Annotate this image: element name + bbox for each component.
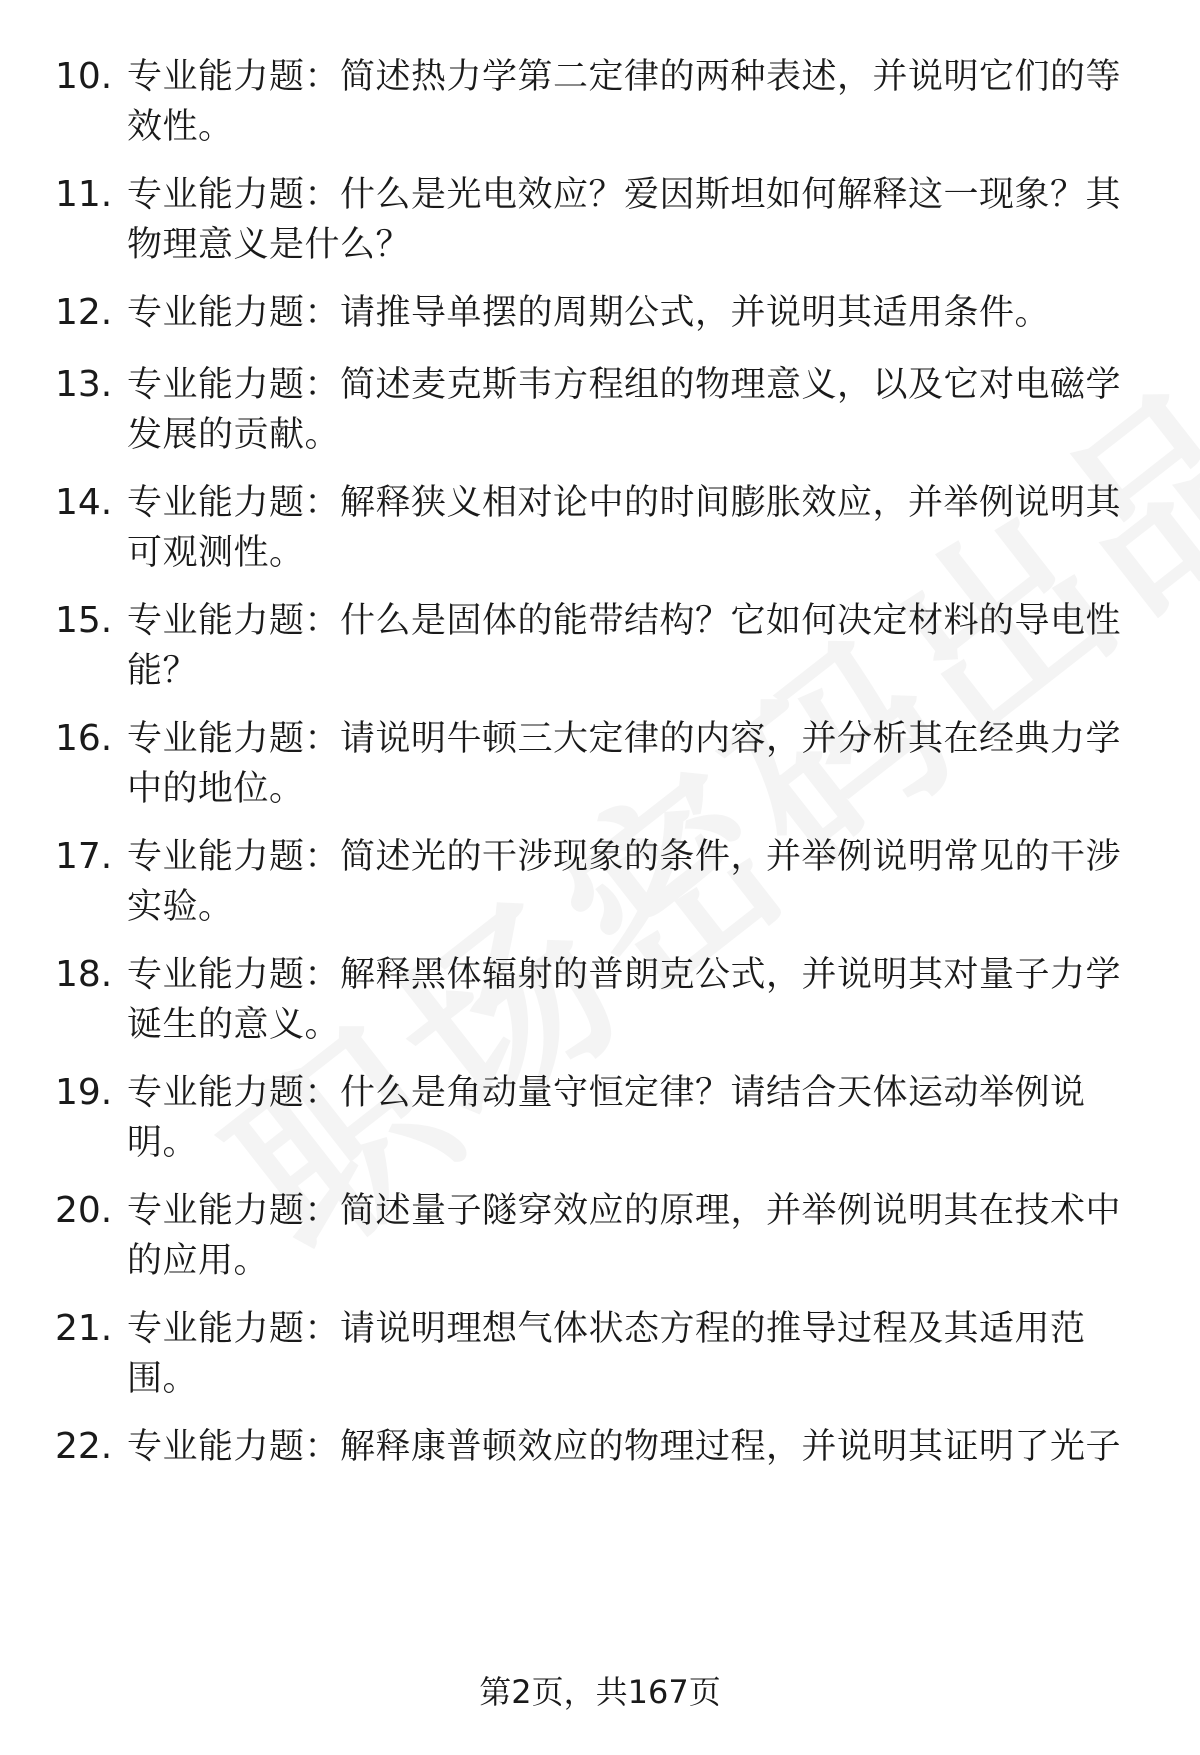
question-number: 14. xyxy=(55,482,113,523)
question-text xyxy=(127,1186,1147,1286)
question-text xyxy=(127,950,1147,1050)
question-number: 10. xyxy=(55,56,113,97)
question-number: 18. xyxy=(55,954,113,995)
question-number: 13. xyxy=(55,364,113,405)
question-text xyxy=(127,288,1147,338)
question-text xyxy=(127,714,1147,814)
question-line: 中的地位。 xyxy=(127,769,305,809)
question-number: 16. xyxy=(55,718,113,759)
question-line: 实验。 xyxy=(127,887,234,927)
question-line: 专业能力题：简述量子隧穿效应的原理，并举例说明其在技术中 xyxy=(127,1191,1122,1231)
question-number: 12. xyxy=(55,292,113,333)
question-line: 的应用。 xyxy=(127,1241,270,1281)
question-text xyxy=(127,170,1147,270)
question-line: 物理意义是什么？ xyxy=(127,225,412,265)
question-number: 11. xyxy=(55,174,113,215)
question-line: 专业能力题：解释狭义相对论中的时间膨胀效应，并举例说明其 xyxy=(127,483,1122,523)
question-text xyxy=(127,1304,1147,1404)
question-line: 专业能力题：解释黑体辐射的普朗克公式，并说明其对量子力学 xyxy=(127,955,1122,995)
question-text xyxy=(127,1068,1147,1168)
question-line: 诞生的意义。 xyxy=(127,1005,341,1045)
question-line: 专业能力题：解释康普顿效应的物理过程，并说明其证明了光子 xyxy=(127,1427,1122,1467)
question-line: 专业能力题：请说明牛顿三大定律的内容，并分析其在经典力学 xyxy=(127,719,1122,759)
question-text xyxy=(127,360,1147,460)
question-line: 专业能力题：请说明理想气体状态方程的推导过程及其适用范 xyxy=(127,1309,1086,1349)
question-line: 可观测性。 xyxy=(127,533,305,573)
page-number-footer: 第2页，共167页 xyxy=(479,1673,721,1711)
question-number: 22. xyxy=(55,1426,113,1467)
question-line: 效性。 xyxy=(127,107,234,147)
question-line: 明。 xyxy=(127,1123,199,1163)
question-number: 15. xyxy=(55,600,113,641)
question-line: 专业能力题：什么是光电效应？爱因斯坦如何解释这一现象？其 xyxy=(127,175,1122,215)
question-line: 专业能力题：什么是角动量守恒定律？请结合天体运动举例说 xyxy=(127,1073,1086,1113)
question-number: 21. xyxy=(55,1308,113,1349)
question-line: 专业能力题：什么是固体的能带结构？它如何决定材料的导电性 xyxy=(127,601,1122,641)
question-line: 专业能力题：请推导单摆的周期公式，并说明其适用条件。 xyxy=(127,293,1051,333)
question-text xyxy=(127,1422,1147,1472)
question-text xyxy=(127,596,1147,696)
question-line: 发展的贡献。 xyxy=(127,415,341,455)
question-line: 围。 xyxy=(127,1359,199,1399)
question-text xyxy=(127,832,1147,932)
question-number: 20. xyxy=(55,1190,113,1231)
question-text xyxy=(127,478,1147,578)
question-number: 17. xyxy=(55,836,113,877)
question-line: 专业能力题：简述光的干涉现象的条件，并举例说明常见的干涉 xyxy=(127,837,1122,877)
question-line: 能？ xyxy=(127,651,199,691)
question-line: 专业能力题：简述热力学第二定律的两种表述，并说明它们的等 xyxy=(127,57,1122,97)
question-number: 19. xyxy=(55,1072,113,1113)
question-line: 专业能力题：简述麦克斯韦方程组的物理意义，以及它对电磁学 xyxy=(127,365,1122,405)
question-text xyxy=(127,52,1147,152)
